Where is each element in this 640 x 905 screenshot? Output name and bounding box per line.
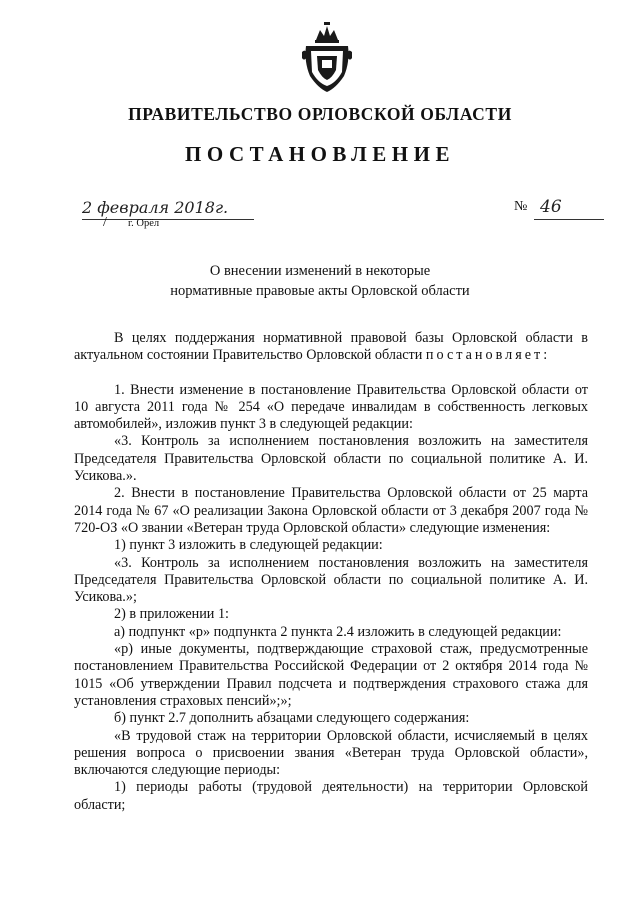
paragraph-2-item-2a: а) подпункт «р» подпункта 2 пункта 2.4 изложить в следующей редакции: (114, 623, 562, 640)
date-value: 2 февраля 2018г. (82, 198, 229, 217)
paragraph-2-item-2: 2) в приложении 1: (114, 606, 229, 623)
paragraph-2-item-1-quote: «3. Контроль за исполнением постановления возложить на заместителя Председателя Правительства Орловской области по социальной политике А. И. Усикова.»; (74, 554, 588, 606)
number-value: 46 (540, 197, 562, 217)
intro-verb: постановляет: (425, 347, 551, 364)
paragraph-2-item-2b: б) пункт 2.7 дополнить абзацами следующего содержания: (114, 710, 470, 727)
document-body (74, 330, 588, 814)
paragraph-2-item-2b-1: 1) периоды работы (трудовой деятельности) на территории Орловской области; (74, 779, 588, 813)
document-type-title: ПОСТАНОВЛЕНИЕ (185, 142, 455, 166)
date-underline (82, 219, 254, 220)
subject-line-2: нормативные правовые акты Орловской области (170, 283, 470, 299)
paragraph-1-quote: «3. Контроль за исполнением постановления возложить на заместителя Председателя Правительства Орловской области по социальной политике А. И. Усикова.». (74, 433, 588, 485)
paragraph-2: 2. Внести в постановление Правительства Орловской области от 25 марта 2014 года № 67 «О реализации Закона Орловской области от 3 декабря 2007 года № 720-ОЗ «О звании «Ветеран труда Орловской области» следующие изменения: (74, 485, 588, 536)
number-label: № (514, 199, 528, 214)
document-subject (0, 261, 640, 301)
paragraph-2-item-1: 1) пункт 3 изложить в следующей редакции: (114, 537, 383, 554)
intro-paragraph (74, 330, 588, 365)
paragraph-2-item-2a-quote: «р) иные документы, подтверждающие страховой стаж, предусмотренные постановлением Правительства Российской Федерации от 2 октября 2014 года № 1015 «Об утверждении Правил подсчета и подтверждения страхового стажа для установления страховых пенсий»;»; (74, 641, 588, 709)
paragraph-2-item-2b-quote: «В трудовой стаж на территории Орловской области, исчисляемый в целях решения вопроса о присвоении звания «Ветеран труда Орловской области», включаются следующие периоды: (74, 727, 588, 779)
coat-of-arms-emblem (302, 22, 352, 94)
number-underline (534, 219, 604, 220)
subject-line-1: О внесении изменений в некоторые (209, 263, 431, 279)
paragraph-1: 1. Внести изменение в постановление Правительства Орловской области от 10 августа 2011 года № 254 «О передаче инвалидам в собственность легковых автомобилей», изложив пункт 3 в следующей редакции: (74, 381, 588, 433)
city-label: г. Орёл (128, 218, 160, 229)
organization-title: ПРАВИТЕЛЬСТВО ОРЛОВСКОЙ ОБЛАСТИ (128, 104, 512, 124)
document-number (514, 197, 562, 217)
date-slash-mark: / (103, 215, 107, 230)
intro-text: В целях поддержания нормативной правовой базы Орловской области в актуальном состоянии Правительство Орловской области (74, 330, 588, 364)
handwritten-date (82, 198, 254, 217)
